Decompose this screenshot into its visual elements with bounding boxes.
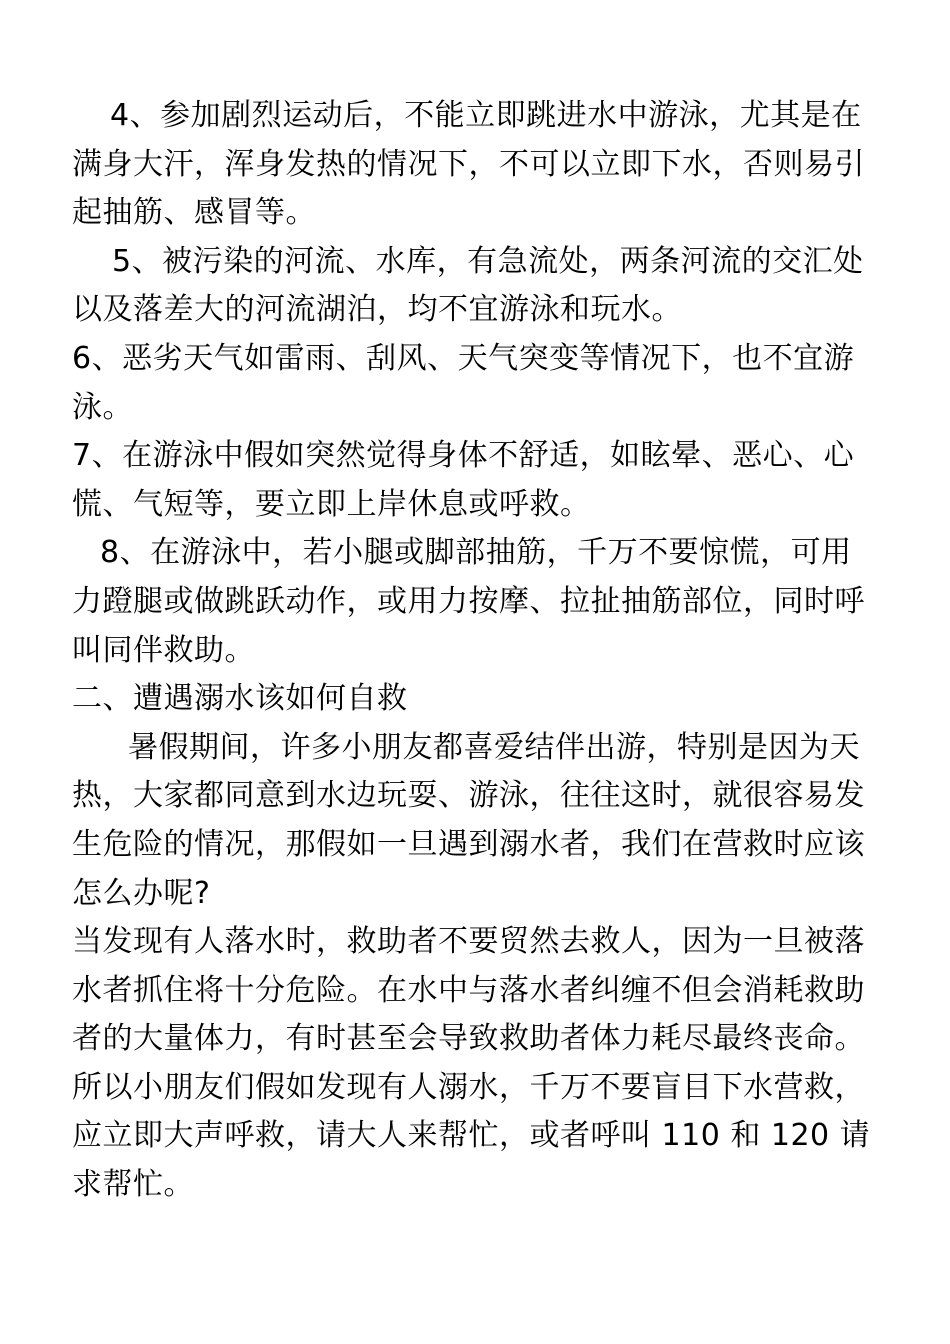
- paragraph-summer-intro: 暑假期间，许多小朋友都喜爱结伴出游，特别是因为天热，大家都同意到水边玩耍、游泳，往往这时，就很容易发生危险的情况，那假如一旦遇到溺水者，我们在营救时应该怎么办呢?: [72, 729, 865, 911]
- paragraph-item-8: 8、在游泳中，若小腿或脚部抽筋，千万不要惊慌，可用力蹬腿或做跳跃动作，或用力按摩、拉扯抽筋部位，同时呼叫同伴救助。: [72, 535, 865, 668]
- paragraph-item-5: 5、被污染的河流、水库，有急流处，两条河流的交汇处以及落差大的河流湖泊，均不宜游泳和玩水。: [72, 243, 864, 328]
- paragraph-item-4: 4、参加剧烈运动后，不能立即跳进水中游泳，尤其是在满身大汗，浑身发热的情况下，不可以立即下水，否则易引起抽筋、感冒等。: [72, 98, 865, 231]
- paragraph-item-7: 7、在游泳中假如突然觉得身体不舒适，如眩晕、恶心、心慌、气短等，要立即上岸休息或呼救。: [72, 438, 855, 522]
- paragraph-rescue-advice: 当发现有人落水时，救助者不要贸然去救人，因为一旦被落水者抓住将十分危险。在水中与落水者纠缠不但会消耗救助者的大量体力，有时甚至会导致救助者体力耗尽最终丧命。所以小朋友们假如发现有人溺水，千万不要盲目下水营救，应立即大声呼救，请大人来帮忙，或者呼叫 110 和 120 请求帮忙。: [72, 924, 871, 1203]
- paragraph-item-6: 6、恶劣天气如雷雨、刮风、天气突变等情况下，也不宜游泳。: [72, 340, 855, 425]
- section-heading: 二、遭遇溺水该如何自救: [72, 681, 408, 717]
- document-body: [72, 92, 872, 1210]
